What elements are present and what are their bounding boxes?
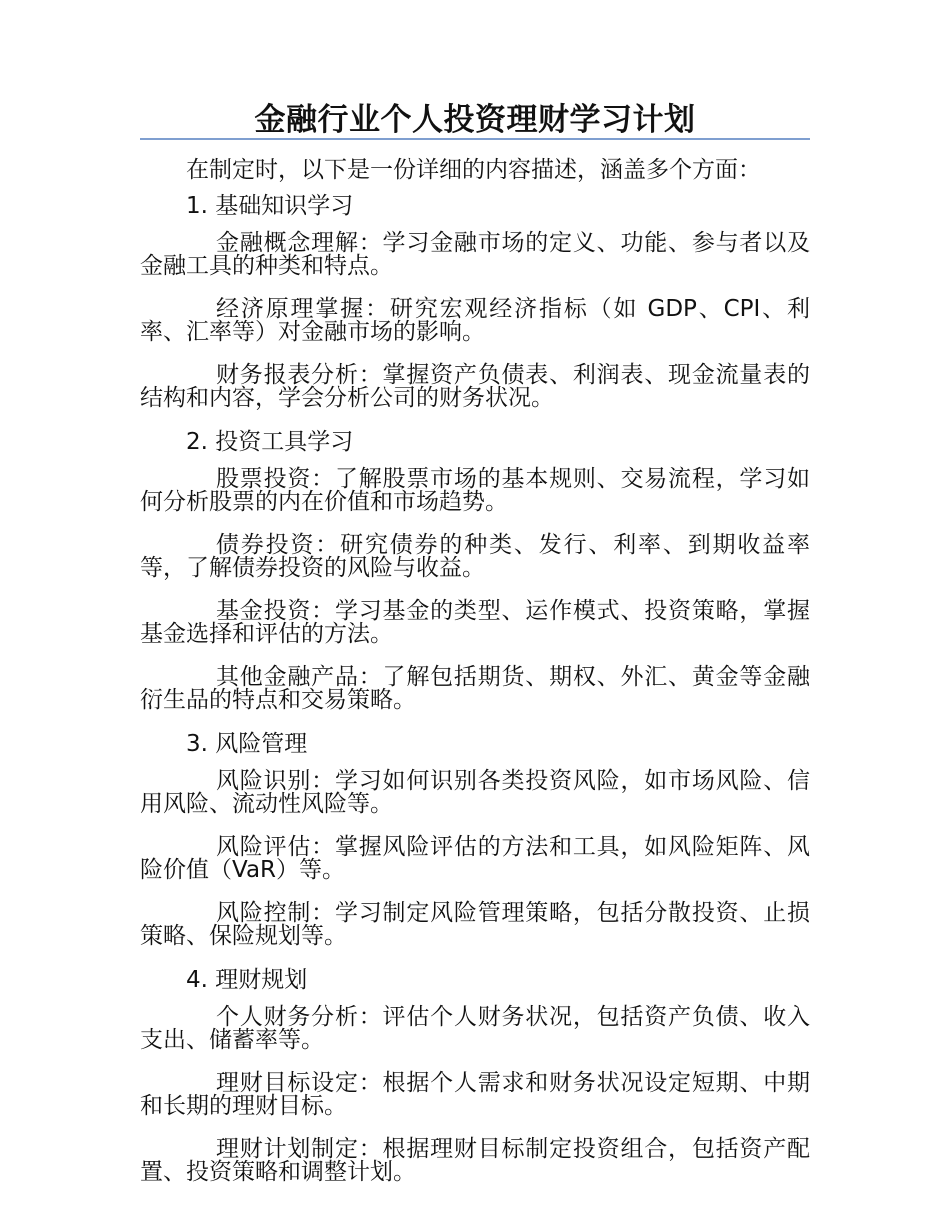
section-heading: 4. 理财规划 (186, 967, 308, 993)
section-item: 风险识别：学习如何识别各类投资风险，如市场风险、信用风险、流动性风险等。 (140, 768, 810, 817)
section-financial-planning (140, 968, 810, 1184)
section-risk-management (140, 732, 810, 948)
section-item: 财务报表分析：掌握资产负债表、利润表、现金流量表的结构和内容，学会分析公司的财务状况。 (140, 362, 810, 411)
section-item: 理财目标设定：根据个人需求和财务状况设定短期、中期和长期的理财目标。 (140, 1070, 810, 1119)
section-item: 金融概念理解：学习金融市场的定义、功能、参与者以及金融工具的种类和特点。 (140, 230, 810, 279)
document-body (140, 158, 810, 1204)
section-item: 个人财务分析：评估个人财务状况，包括资产负债、收入支出、储蓄率等。 (140, 1004, 810, 1053)
section-item: 股票投资：了解股票市场的基本规则、交易流程，学习如何分析股票的内在价值和市场趋势。 (140, 466, 810, 515)
section-item: 其他金融产品：了解包括期货、期权、外汇、黄金等金融衍生品的特点和交易策略。 (140, 664, 810, 713)
section-basics (140, 194, 810, 410)
section-item: 风险评估：掌握风险评估的方法和工具，如风险矩阵、风险价值（VaR）等。 (140, 834, 810, 883)
document-title: 金融行业个人投资理财学习计划 (254, 102, 696, 138)
section-heading: 1. 基础知识学习 (186, 193, 354, 219)
section-item: 债券投资：研究债券的种类、发行、利率、到期收益率等，了解债券投资的风险与收益。 (140, 532, 810, 581)
section-heading: 2. 投资工具学习 (186, 429, 354, 455)
section-item: 基金投资：学习基金的类型、运作模式、投资策略，掌握基金选择和评估的方法。 (140, 598, 810, 647)
section-item: 经济原理掌握：研究宏观经济指标（如 GDP、CPI、利率、汇率等）对金融市场的影响。 (140, 296, 810, 345)
intro-paragraph: 在制定时，以下是一份详细的内容描述，涵盖多个方面： (186, 157, 761, 183)
section-investment-tools (140, 430, 810, 712)
section-item: 理财计划制定：根据理财目标制定投资组合，包括资产配置、投资策略和调整计划。 (140, 1136, 810, 1185)
section-item: 风险控制：学习制定风险管理策略，包括分散投资、止损策略、保险规划等。 (140, 900, 810, 949)
title-underline (140, 138, 810, 140)
section-heading: 3. 风险管理 (186, 731, 308, 757)
